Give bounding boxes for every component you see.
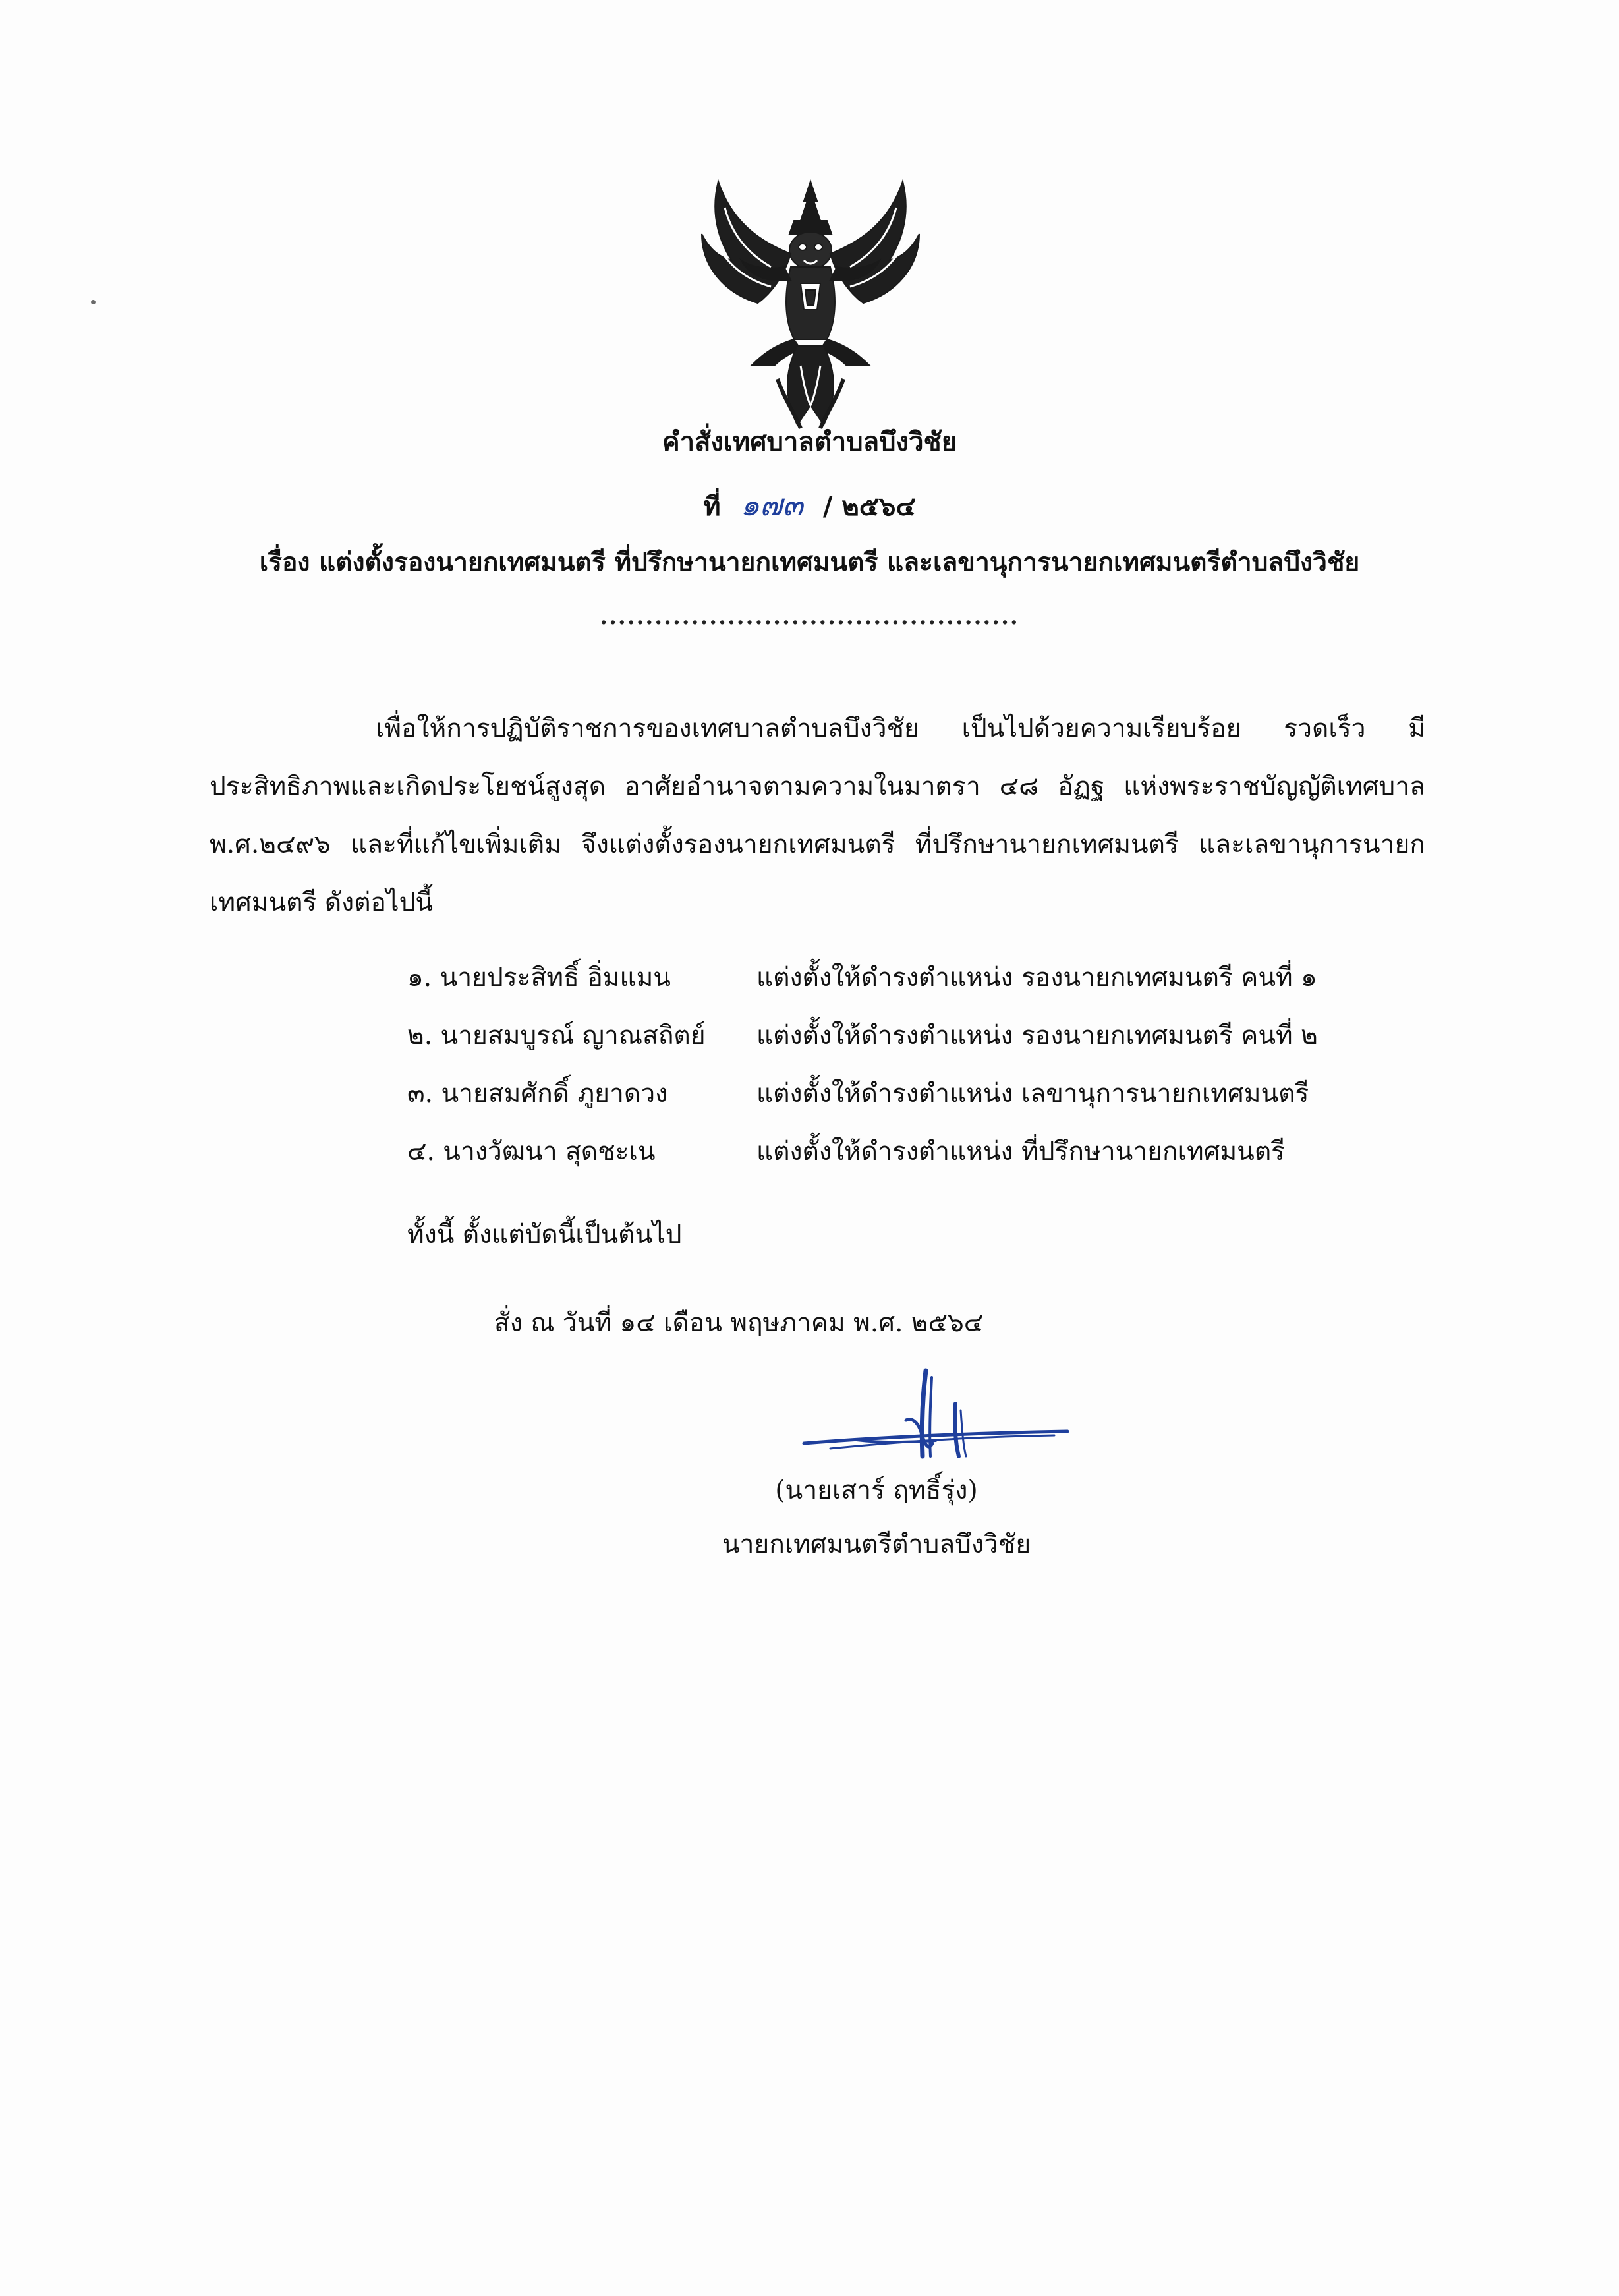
document-subject: เรื่อง แต่งตั้งรองนายกเทศมนตรี ที่ปรึกษานายกเทศมนตรี และเลขานุการนายกเทศมนตรีตำบลบึงวิชัย [259, 547, 1360, 577]
list-item [407, 1123, 1475, 1181]
appointment-list [407, 949, 1475, 1181]
scan-speck [91, 300, 96, 304]
list-item [407, 1007, 1475, 1065]
appointee-name: ๒. นายสมบูรณ์ ญาณสถิตย์ [407, 1021, 706, 1050]
appointee-name: ๔. นางวัฒนา สุดชะเน [407, 1137, 656, 1166]
signer-name: (นายเสาร์ ฤทธิ์รุ่ง) [775, 1476, 978, 1505]
signature-icon [791, 1358, 1081, 1470]
body-paragraph [210, 700, 1425, 932]
appointee-role: แต่งตั้งให้ดำรงตำแหน่ง ที่ปรึกษานายกเทศมนตรี [756, 1137, 1286, 1166]
list-item [407, 949, 1475, 1007]
dotted-divider: .............................................. [600, 604, 1019, 630]
effective-statement: ทั้งนี้ ตั้งแต่บัดนี้เป็นต้นไป [407, 1220, 682, 1249]
document-title: คำสั่งเทศบาลตำบลบึงวิชัย [662, 426, 957, 457]
appointee-role: แต่งตั้งให้ดำรงตำแหน่ง รองนายกเทศมนตรี คนที่ ๑ [756, 963, 1317, 992]
signer-title: นายกเทศมนตรีตำบลบึงวิชัย [722, 1530, 1031, 1559]
appointee-name: ๑. นายประสิทธิ์ อิ่มแมน [407, 963, 671, 992]
appointee-name: ๓. นายสมศักดิ์ ภูยาดวง [407, 1079, 668, 1108]
handwritten-order-number: ๑๗๓ [740, 487, 803, 523]
body-paragraph-text: เพื่อให้การปฏิบัติราชการของเทศบาลตำบลบึงวิชัย เป็นไปด้วยความเรียบร้อย รวดเร็ว มีประสิทธิภาพและเกิดประโยชน์สูงสุด อาศัยอำนาจตามความในมาตรา ๔๘ อัฏฐ แห่งพระราชบัญญัติเทศบาล พ.ศ.๒๔๙๖ และที่แก้ไขเพิ่มเติม จึงแต่งตั้งรองนายกเทศมนตรี ที่ปรึกษานายกเทศมนตรี และเลขานุการนายกเทศมนตรี ดังต่อไปนี้ [210, 714, 1425, 917]
garuda-emblem-icon [685, 168, 936, 438]
order-number [0, 481, 1619, 529]
order-date: สั่ง ณ วันที่ ๑๔ เดือน พฤษภาคม พ.ศ. ๒๕๖๔ [494, 1308, 984, 1338]
list-item [407, 1065, 1475, 1123]
order-number-prefix: ที่ [703, 491, 721, 522]
order-number-year: / ๒๕๖๔ [822, 491, 916, 522]
appointee-role: แต่งตั้งให้ดำรงตำแหน่ง รองนายกเทศมนตรี คนที่ ๒ [756, 1021, 1318, 1050]
appointee-role: แต่งตั้งให้ดำรงตำแหน่ง เลขานุการนายกเทศมนตรี [756, 1079, 1309, 1108]
